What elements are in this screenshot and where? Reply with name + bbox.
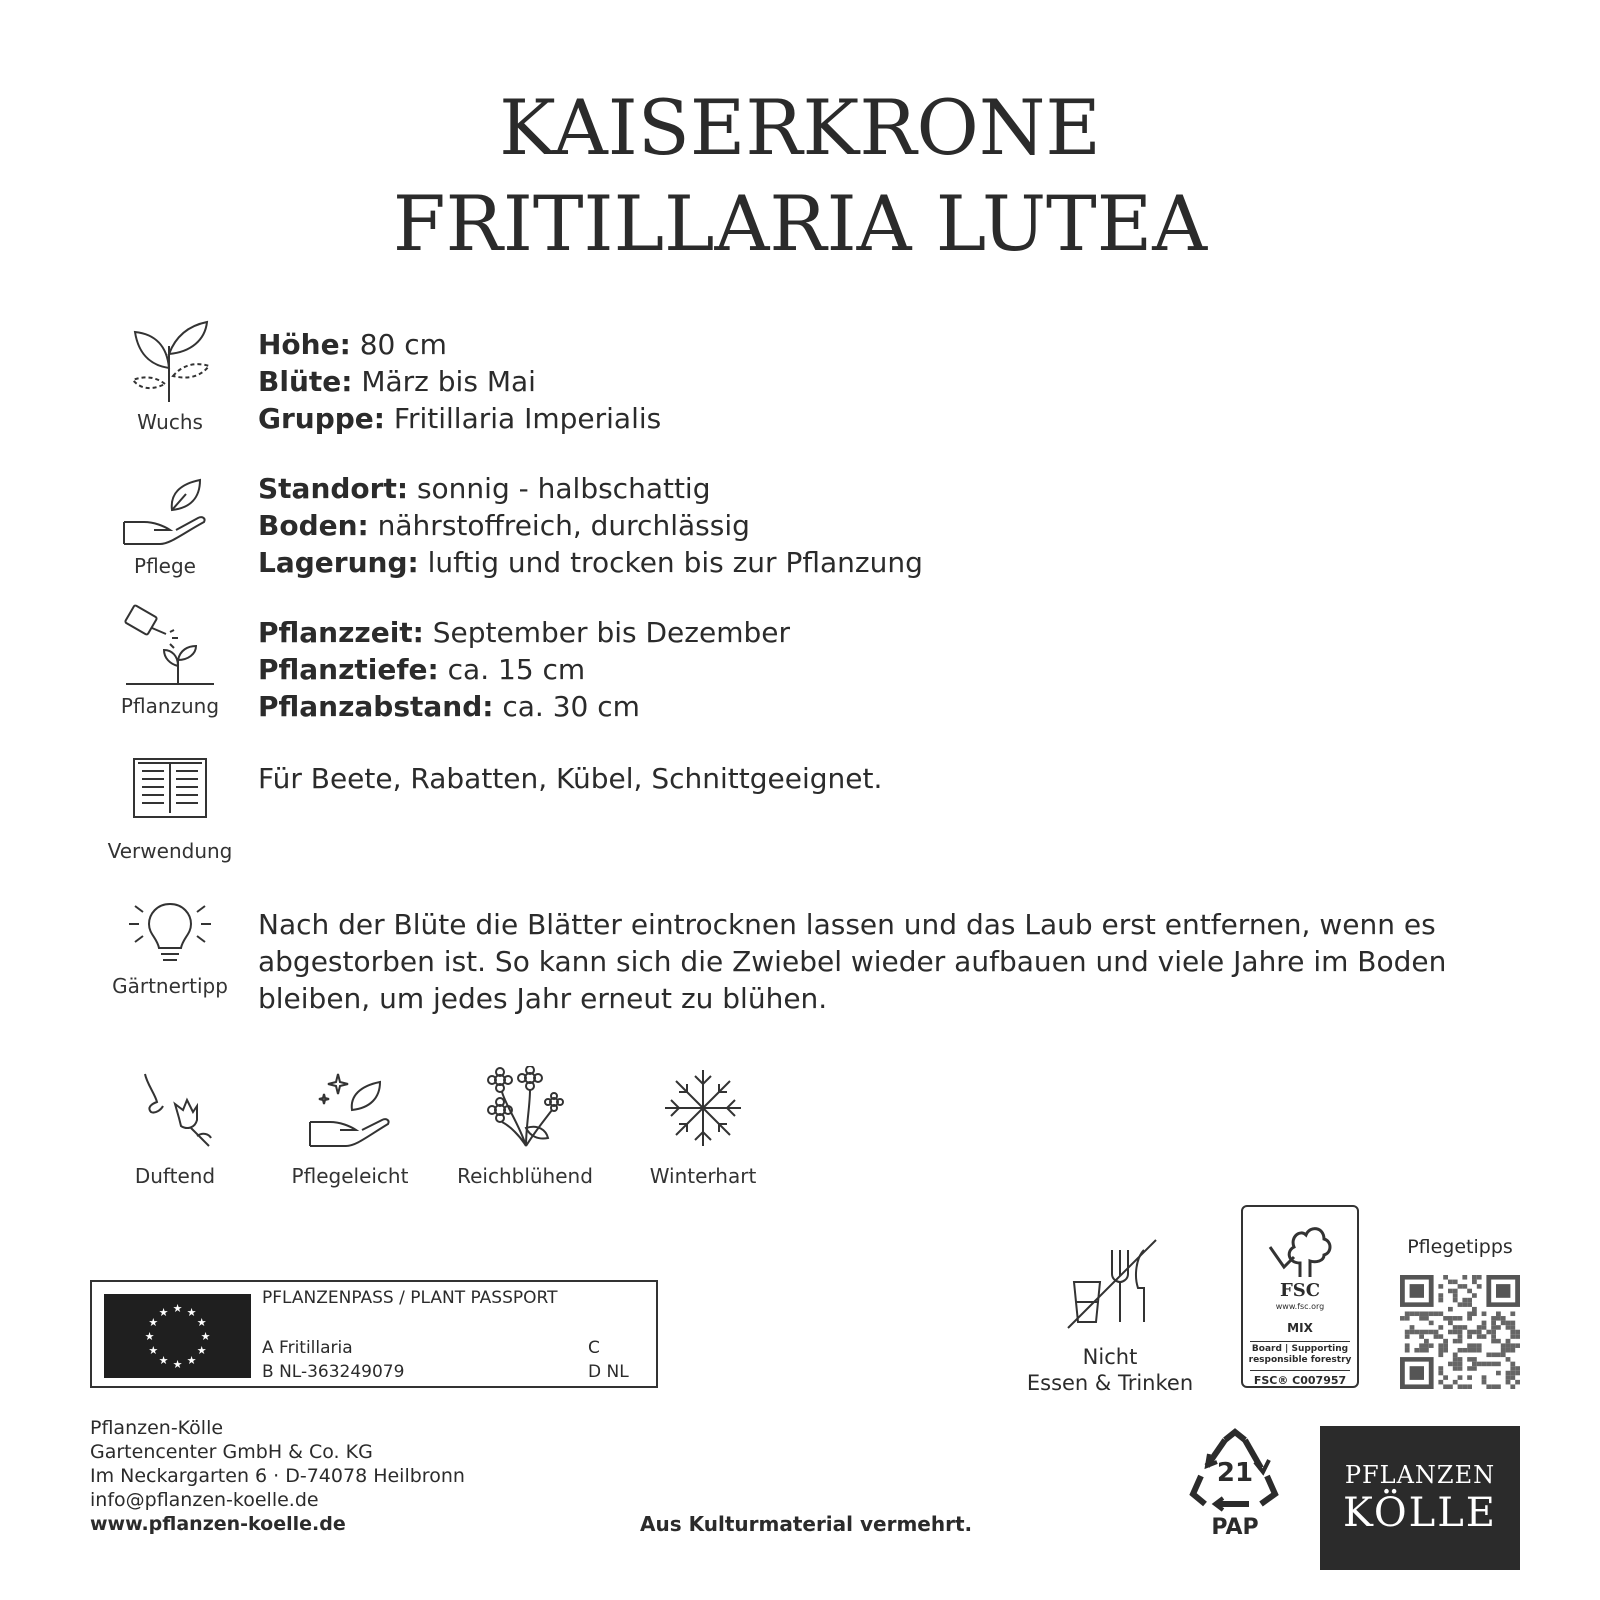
eu-star-icon: ★ xyxy=(148,1316,159,1329)
fsc-logo: FSC xyxy=(1279,1280,1321,1301)
info-pflege xyxy=(258,470,923,581)
fsc-url: www.fsc.org xyxy=(1275,1302,1325,1311)
info-wuchs xyxy=(258,326,661,437)
info-value: ca. 15 cm xyxy=(438,653,586,686)
info-row xyxy=(258,614,790,651)
info-value: September bis Dezember xyxy=(423,616,790,649)
not-edible-line-1: Nicht xyxy=(1082,1345,1138,1369)
feature-winterhart xyxy=(618,1066,788,1188)
fsc-tree-icon xyxy=(1260,1217,1340,1281)
no-eating-drinking-icon xyxy=(1060,1236,1160,1336)
section-wuchs xyxy=(95,318,245,434)
eu-star-icon: ★ xyxy=(158,1305,169,1319)
gaertnertipp-text xyxy=(258,906,1458,1017)
eu-flag-icon xyxy=(104,1294,251,1378)
info-verwendung: Für Beete, Rabatten, Kübel, Schnittgeeignet. xyxy=(258,762,883,795)
info-key: Standort: xyxy=(258,472,409,505)
section-label: Verwendung xyxy=(107,839,233,863)
info-key: Pflanzabstand: xyxy=(258,690,494,723)
address-web: www.pflanzen-koelle.de xyxy=(90,1513,346,1535)
brand-logo xyxy=(1320,1426,1520,1570)
info-key: Pflanzzeit: xyxy=(258,616,424,649)
passport-c: C xyxy=(588,1338,600,1358)
brand-line-1: PFLANZEN xyxy=(1344,1461,1496,1489)
title-line-2: FRITILLARIA LUTEA xyxy=(392,179,1208,268)
info-key: Gruppe: xyxy=(258,402,385,435)
info-key: Höhe: xyxy=(258,328,351,361)
address-email: info@pflanzen-koelle.de xyxy=(90,1489,319,1511)
recycling-code: PAP xyxy=(1211,1515,1259,1540)
plant-passport xyxy=(90,1280,658,1388)
section-pflege xyxy=(90,478,240,578)
flower-bouquet-icon xyxy=(480,1066,570,1150)
fsc-code: FSC® C007957 xyxy=(1253,1374,1347,1387)
brand-line-2: KÖLLE xyxy=(1343,1490,1497,1536)
eu-star-icon: ★ xyxy=(144,1330,155,1343)
open-book-icon xyxy=(130,755,210,821)
info-value: März bis Mai xyxy=(352,365,536,398)
section-pflanzung xyxy=(95,604,245,718)
info-key: Boden: xyxy=(258,509,369,542)
eu-star-icon: ★ xyxy=(186,1305,197,1319)
info-value: Fritillaria Imperialis xyxy=(385,402,662,435)
info-row xyxy=(258,363,661,400)
section-label: Gärtnertipp xyxy=(112,974,228,998)
feature-label: Winterhart xyxy=(649,1164,757,1188)
passport-b: B NL-363249079 xyxy=(262,1362,405,1382)
recycling-number: 21 xyxy=(1216,1458,1254,1488)
hand-leaf-icon xyxy=(120,478,210,548)
section-label: Pflanzung xyxy=(120,694,220,718)
info-row xyxy=(258,651,790,688)
eu-star-icon: ★ xyxy=(200,1330,211,1343)
plant-growth-icon xyxy=(125,318,215,404)
qr-code-icon[interactable] xyxy=(1400,1275,1520,1389)
info-value: 80 cm xyxy=(350,328,447,361)
info-value: sonnig - halbschattig xyxy=(408,472,711,505)
watering-can-icon xyxy=(122,604,218,688)
qr-label: Pflegetipps xyxy=(1407,1236,1513,1258)
feature-label: Duftend xyxy=(134,1164,216,1188)
info-key: Pflanztiefe: xyxy=(258,653,439,686)
address-company-2: Gartencenter GmbH & Co. KG xyxy=(90,1441,373,1463)
tip-line: abgestorben ist. So kann sich die Zwiebel wieder aufbauen und viele Jahre im Boden xyxy=(258,945,1447,978)
feature-label: Reichblühend xyxy=(457,1164,593,1188)
feature-duftend xyxy=(90,1070,260,1188)
info-value: ca. 30 cm xyxy=(493,690,640,723)
not-edible xyxy=(1020,1236,1200,1396)
section-label: Wuchs xyxy=(137,410,203,434)
info-row xyxy=(258,326,661,363)
info-row xyxy=(258,544,923,581)
company-address xyxy=(90,1416,465,1536)
info-row xyxy=(258,400,661,437)
culture-note: Aus Kulturmaterial vermehrt. xyxy=(640,1512,973,1536)
passport-a: A Fritillaria xyxy=(262,1338,353,1358)
light-bulb-icon xyxy=(125,896,215,968)
feature-pflegeleicht xyxy=(265,1070,435,1188)
eu-star-icon: ★ xyxy=(172,1302,183,1315)
address-street: Im Neckargarten 6 · D-74078 Heilbronn xyxy=(90,1465,465,1487)
info-key: Lagerung: xyxy=(258,546,419,579)
eu-star-icon: ★ xyxy=(196,1316,207,1329)
fsc-line-2: responsible forestry xyxy=(1248,1355,1352,1365)
tip-line: bleiben, um jedes Jahr erneut zu blühen. xyxy=(258,982,828,1015)
recycling-symbol xyxy=(1185,1428,1285,1540)
fsc-mix: MIX xyxy=(1287,1321,1313,1335)
snowflake-icon xyxy=(661,1066,745,1150)
info-value: nährstoffreich, durchlässig xyxy=(368,509,750,542)
feature-reichbluehend xyxy=(440,1066,610,1188)
passport-d: D NL xyxy=(588,1362,629,1382)
section-label: Pflege xyxy=(134,554,196,578)
info-pflanzung xyxy=(258,614,790,725)
info-row xyxy=(258,507,923,544)
title-line-1: KAISERKRONE xyxy=(499,83,1101,172)
hand-sparkle-leaf-icon xyxy=(308,1070,392,1150)
info-row xyxy=(258,470,923,507)
feature-label: Pflegeleicht xyxy=(291,1164,409,1188)
section-gaertnertipp xyxy=(95,896,245,998)
info-value: luftig und trocken bis zur Pflanzung xyxy=(418,546,923,579)
eu-star-icon: ★ xyxy=(158,1354,169,1368)
info-row xyxy=(258,688,790,725)
not-edible-line-2: Essen & Trinken xyxy=(1026,1371,1194,1395)
fsc-line-1: Board | Supporting xyxy=(1251,1344,1349,1354)
address-company: Pflanzen-Kölle xyxy=(90,1417,224,1439)
eu-star-icon: ★ xyxy=(172,1358,183,1371)
nose-flower-icon xyxy=(135,1070,215,1150)
fsc-label xyxy=(1241,1205,1359,1388)
eu-star-icon: ★ xyxy=(148,1344,159,1357)
passport-heading: PFLANZENPASS / PLANT PASSPORT xyxy=(262,1288,558,1308)
eu-star-icon: ★ xyxy=(186,1354,197,1368)
tip-line: Nach der Blüte die Blätter eintrocknen lassen und das Laub erst entfernen, wenn es xyxy=(258,908,1436,941)
eu-star-icon: ★ xyxy=(196,1344,207,1357)
info-key: Blüte: xyxy=(258,365,353,398)
section-verwendung xyxy=(95,755,245,863)
